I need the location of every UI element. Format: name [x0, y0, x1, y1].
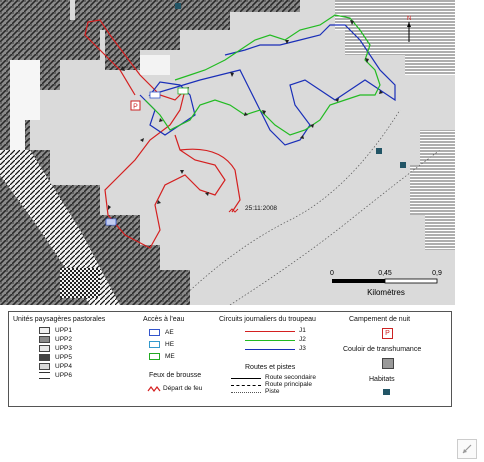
map-legend	[8, 311, 452, 407]
habitat-icon	[383, 389, 390, 395]
north-label: N	[406, 16, 412, 22]
scale-tick-1: 0,45	[378, 270, 392, 277]
legend-j2: J2	[299, 336, 306, 343]
upp5-swatch	[39, 354, 50, 361]
legend-transhumance-title: Couloir de transhumance	[343, 346, 422, 353]
legend-me: ME	[165, 353, 175, 360]
legend-habitats-title: Habitats	[369, 376, 395, 383]
upp6-swatch	[39, 372, 50, 379]
legend-units-title: Unités paysagères pastorales	[13, 316, 106, 323]
j1-line	[245, 331, 295, 332]
legend-upp1: UPP1	[55, 327, 72, 334]
legend-roads-title: Routes et pistes	[245, 364, 296, 371]
page-corner-icon[interactable]	[457, 439, 477, 459]
he-swatch	[149, 341, 160, 348]
scale-bar	[332, 279, 437, 283]
legend-water-title: Accès à l'eau	[143, 316, 185, 323]
svg-text:P: P	[133, 103, 138, 111]
scale-tick-2: 0,9	[432, 270, 442, 277]
legend-upp5: UPP5	[55, 354, 72, 361]
legend-ae: AE	[165, 329, 174, 336]
legend-j1: J1	[299, 327, 306, 334]
legend-he: HE	[165, 341, 175, 348]
legend-upp6: UPP6	[55, 372, 72, 379]
legend-camp-title: Campement de nuit	[349, 316, 411, 323]
legend-upp2: UPP2	[55, 336, 72, 343]
fire-date-label: 25:11:2008	[245, 205, 278, 212]
transhumance-icon	[382, 358, 394, 369]
main-road-line	[231, 385, 261, 386]
map-right-margin	[455, 0, 484, 305]
legend-main-road: Route principale	[265, 381, 312, 388]
legend-upp4: UPP4	[55, 363, 72, 370]
upp1-swatch	[39, 327, 50, 334]
legend-j3: J3	[299, 345, 306, 352]
camp-icon: P	[382, 328, 393, 339]
j2-line	[245, 340, 295, 341]
fire-start-icon	[147, 385, 161, 393]
me-swatch	[149, 353, 160, 360]
clearing-top	[140, 55, 170, 75]
legend-piste: Piste	[265, 388, 280, 395]
ae-swatch	[149, 329, 160, 336]
scale-tick-0: 0	[330, 270, 334, 277]
piste-line	[231, 392, 261, 393]
legend-fire-start: Départ de feu	[163, 385, 203, 392]
legend-circuits-title: Circuits journaliers du troupeau	[219, 316, 316, 323]
night-camp-marker	[131, 101, 140, 111]
upp4-swatch	[39, 363, 50, 370]
legend-secondary-road: Route secondaire	[265, 374, 316, 381]
upp-checkered-patch	[60, 268, 100, 298]
upp2-swatch	[39, 336, 50, 343]
j3-line	[245, 349, 295, 350]
upp3-swatch	[39, 345, 50, 352]
legend-fire-title: Feux de brousse	[149, 372, 202, 379]
secondary-road-line	[231, 378, 261, 379]
scale-unit: Kilomètres	[367, 288, 405, 297]
legend-upp3: UPP3	[55, 345, 72, 352]
